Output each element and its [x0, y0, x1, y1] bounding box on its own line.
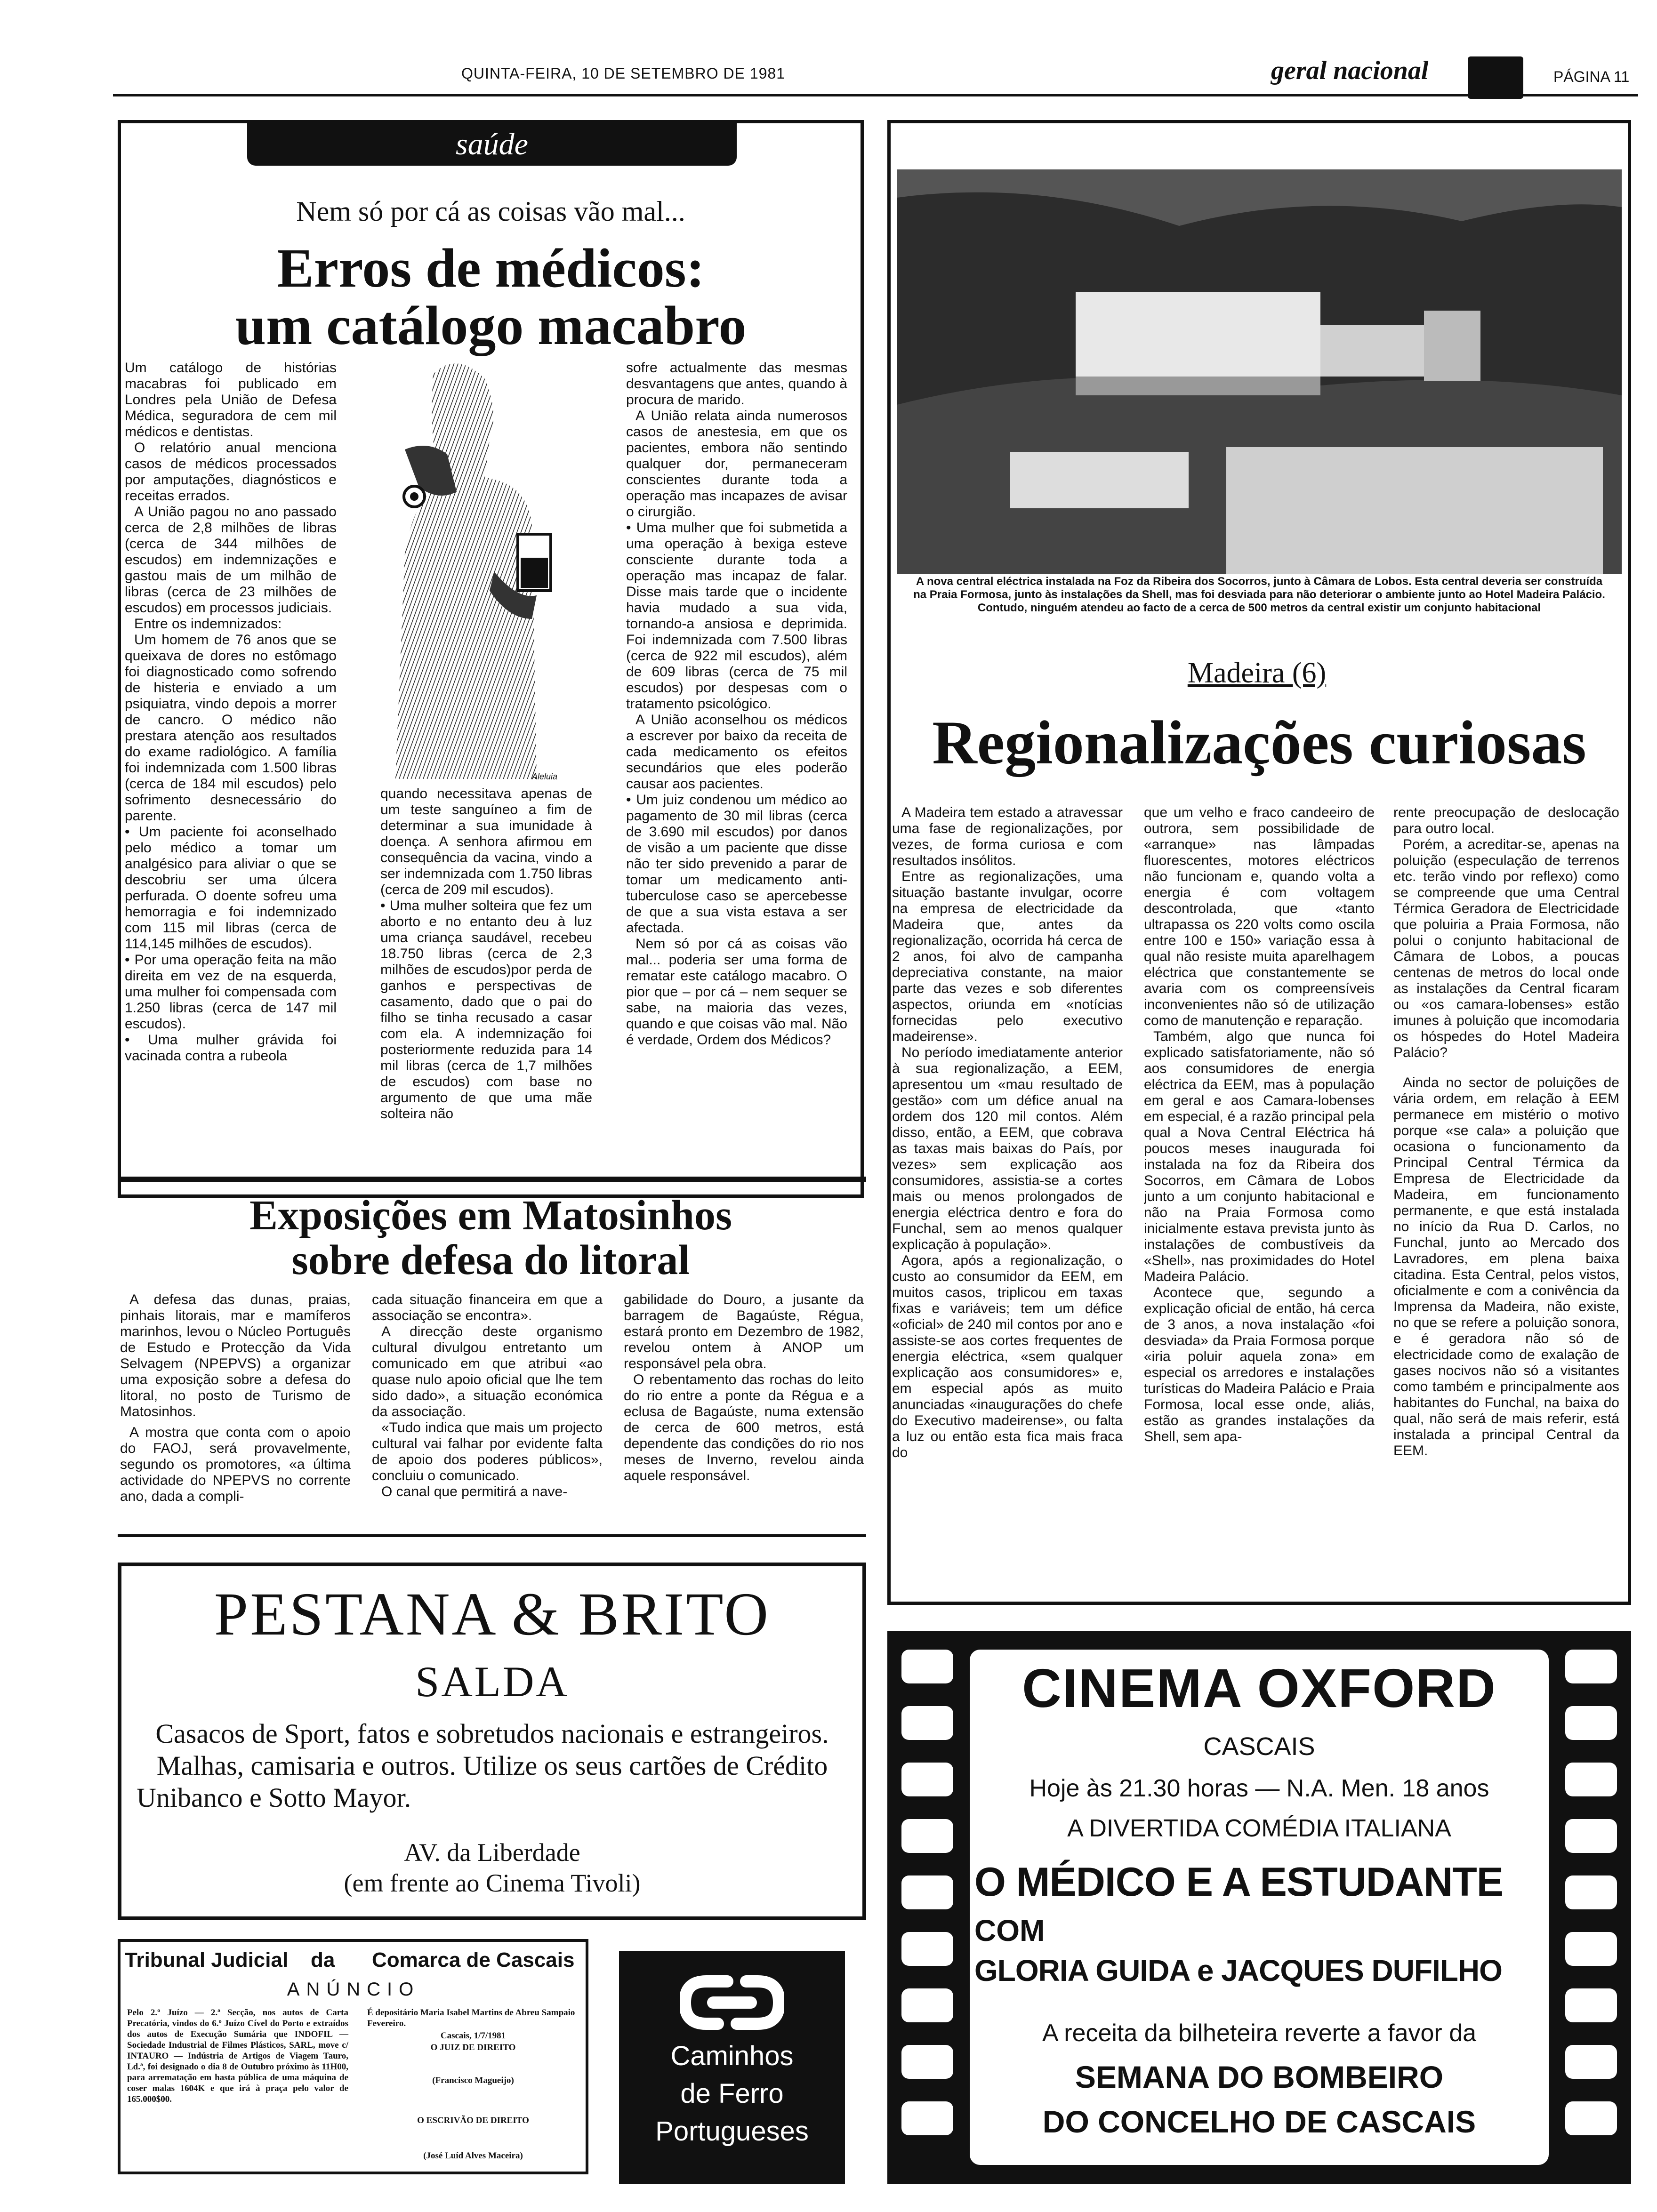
madeira-para: Ainda no sector de poluições de vária ordem, em relação à EEM permanece em mistério o motivo porque «se cala» a poluição que ocasiona o funcionamento da Principal Central Térmica da Empresa de Electricidade da Madeira, em funcionamento permanente, e que está instalada no início da Rua D. Carlos, no Funchal, junto ao Mercado dos Lavradores, em plena baixa citadina. Esta Central, pelos vistos, oficialmente e com a conivência da Imprensa da Madeira, não existe, no que se refere a poluição sonora, e é geradora não só de electricidade como de exalação de gases nocivos não só a visitantes como também e principalmente aos habitantes do Funchal, na baixa do qual, não será de mais referir, está instalada a principal Central da EEM. [1393, 1075, 1619, 1459]
saude-para: • Uma mulher grávida foi vacinada contra a rubeola [125, 1032, 337, 1064]
saude-title-2: um catálogo macabro [235, 295, 747, 356]
matosinhos-col-1 [120, 1292, 351, 1527]
sprocket-hole [1565, 1650, 1617, 1683]
pestana-name: PESTANA & BRITO [214, 1580, 771, 1648]
saude-para: • Um juiz condenou um médico ao pagamento de 30 mil libras (cerca de 3.690 mil escudos) por danos de visão a um paciente que disse não ter sido prevenido a parar de tomar um medicamento anti-tuberculose caso se apercebesse de que a sua vista estava a ser afectada. [626, 792, 847, 936]
matosinhos-para: cada situação financeira em que a associação se encontra». [372, 1292, 603, 1323]
madeira-para: Agora, após a regionalização, o custo ao consumidor da EEM, em muitos casos, triplicou em taxas fixas e variáveis; tem um défice «oficial» de 240 mil contos por ano e assiste-se aos cortes frequentes de energia eléctrica, «sem qualquer explicação aos consumidores» e, em especial após as muito anunciadas «inaugurações do chefe do Executivo madeirense», ou falta a luz ou então esta fica mais fraca do [892, 1253, 1123, 1460]
saude-para: Entre os indemnizados: [134, 616, 282, 632]
matosinhos-para: «Tudo indica que mais um projecto cultural vai falhar por evidente falta de apoio dos poderes públicos», concluiu o comunicado. [372, 1420, 603, 1483]
cinema-film: O MÉDICO E A ESTUDANTE [974, 1859, 1504, 1905]
sprocket-hole [1565, 1763, 1617, 1796]
saude-para: sofre actualmente das mesmas desvantagens que antes, quando à procura de marido. [626, 360, 847, 408]
madeira-photo-svg [897, 169, 1622, 574]
pestana-address-1: AV. da Liberdade [404, 1838, 580, 1867]
madeira-para: Porém, a acreditar-se, apenas na poluição (especulação de terrenos etc. terão vindo por reflexo) como se compreende que uma Central Térmica Geradora de Electricidade que poluiria a Praia Formosa, não polui o conjunto habitacional de Câmara de Lobos, a poucas centenas de metros do local onde as instalações da Central ficaram ou «os camara-lobenses» estão imunes à poluição que incomodaria os hóspedes do Hotel Madeira Palácio? [1393, 837, 1619, 1060]
doctor-illustration [377, 355, 593, 779]
madeira-para: que um velho e fraco candeeiro de outrora, sem possibilidade de «arranque» nas lâmpadas fluorescentes, motores eléctricos não funcionam e, quando volta a energia é com voltagem descontrolada, que «tanto ultrapassa os 220 volts como oscila entre 100 e 150» variação essa à qual não resiste muita aparelhagem eléctrica que constantemente se avaria com os compreensíveis inconvenientes não só de utilização como de manutenção e reparação. [1144, 805, 1375, 1028]
sprocket-hole [901, 1875, 953, 1909]
cinema-cause-1: SEMANA DO BOMBEIRO [1075, 2060, 1444, 2094]
matosinhos-title-1: Exposições em Matosinhos [249, 1192, 732, 1239]
doctor-illustration-svg [377, 355, 593, 779]
saude-para: • Um paciente foi aconselhado pelo médico a tomar um analgésico para aliviar o que se descobriu ser uma úlcera perfurada. O doente sofreu uma hemorragia e foi indemnizado com 115 mil libras (cerca de 114,145 milhões de escudos). [125, 824, 337, 952]
header-rule [113, 94, 1638, 96]
tribunal-title-right: Comarca de Cascais [372, 1948, 575, 1972]
illustration-signature: Aleluia [532, 772, 558, 781]
cinema-time: Hoje às 21.30 horas — N.A. Men. 18 anos [1029, 1775, 1489, 1802]
cinema-com: COM [974, 1914, 1045, 1948]
madeira-para: Entre as regionalizações, uma situação bastante invulgar, ocorre na empresa de electricidade da Madeira que, antes da regionalização, ocorrida há cerca de 2 anos, foi alvo de campanha depreciativa constante, na maior parte das vezes e sob diferentes aspectos, oriunda em «notícias fornecidas pelo executivo madeirense». [892, 869, 1123, 1044]
madeira-para: Também, algo que nunca foi explicado satisfatoriamente, não só aos consumidores de energia eléctrica da EEM, mas à população em geral e aos Camara-lobenses em especial, é a razão principal pela qual a Nova Central Eléctrica há poucos meses inaugurada foi instalada na foz da Ribeira dos Socorros, em Câmara de Lobos junto a um conjunto habitacional e não na Praia Formosa como inicialmente estava prevista junto às instalações de combustíveis da «Shell», nas proximidades do Hotel Madeira Palácio. [1144, 1029, 1375, 1284]
cp-line-2: de Ferro [680, 2078, 784, 2109]
pestana-line-2: Malhas, camisaria e outros. Utilize os seus cartões de Crédito [156, 1750, 828, 1781]
sprocket-hole [901, 2101, 953, 2135]
pestana-salda: SALDA [415, 1658, 569, 1706]
madeira-para: rente preocupação de deslocação para outro local. [1393, 805, 1619, 836]
madeira-col-2 [1144, 805, 1375, 1595]
tribunal-body-right-2: Cascais, 1/7/1981 [440, 2031, 506, 2041]
cp-line-3: Portugueses [655, 2116, 809, 2147]
sprocket-hole [901, 1706, 953, 1740]
saude-para: A União relata ainda numerosos casos de anestesia, em que os pacientes, embora não sentindo qualquer dor, permaneceram conscientes durante toda a operação mas incapazes de avisar o cirurgião. [626, 408, 847, 520]
saude-col-3 [626, 360, 847, 1160]
saude-col-1 [125, 360, 337, 1160]
saude-para: A União pagou no ano passado cerca de 2,8 milhões de libras (cerca de 344 milhões de escudos) em indemnizações e gastou mais de um milhão de libras (cerca de 23 milhões de escudos) em processos judiciais. [125, 504, 337, 616]
matosinhos-bottom-rule [118, 1534, 866, 1537]
saude-para: quando necessitava apenas de um teste sanguíneo a fim de determinar a sua imunidade à doença. A senhora afirmou em consequência da vacina, vindo a ser indemnizada com 1.750 libras (cerca de 209 mil escudos). [380, 786, 592, 898]
matosinhos-para: A direcção deste organismo cultural divulgou entretanto um comunicado em que atribui «ao quase nulo apoio oficial que lhe tem sido dado», a situação económica da associação. [372, 1324, 603, 1419]
matosinhos-col-2 [372, 1292, 603, 1527]
saude-para: • Uma mulher solteira que fez um aborto e no entanto deu à luz uma criança saudável, recebeu 18.750 libras (cerca de 2,3 milhões de escudos)por perda de ganhos e perspectivas de casamento, dado que o pai do filho se tinha recusado a casar com ela. A indemnização foi posteriormente reduzida para 14 mil libras (cerca de 1,7 milhões de escudos) com base no argumento de que uma mãe solteira não [380, 898, 592, 1122]
madeira-kicker: Madeira (6) [1187, 657, 1327, 689]
saude-para: A União aconselhou os médicos a escrever por baixo da receita de cada medicamento os efeitos secundários que eles poderão causar aos pacientes. [626, 712, 847, 792]
madeira-para: No período imediatamente anterior à sua regionalização, a EEM, apresentou um «mau resultado de gestão» com um défice anual na ordem dos 120 mil contos. Além disso, então, a EEM, que cobrava as taxas mais baixas do País, por vezes» sem explicação aos consumidores, assistia-se a cortes mais ou menos prolongados de energia eléctrica dentro e fora do Funchal, sem ao menos qualquer explicação à população». [892, 1045, 1123, 1252]
madeira-col-3 [1393, 805, 1619, 1595]
cinema-genre: A DIVERTIDA COMÉDIA ITALIANA [1067, 1815, 1451, 1842]
sprocket-hole [901, 1650, 953, 1683]
tribunal-title-da: da [311, 1948, 335, 1972]
madeira-photo [897, 169, 1622, 574]
saude-para: • Uma mulher que foi submetida a uma operação à bexiga esteve consciente durante toda a operação mas incapaz de falar. Disse mais tarde que o incidente havia mudado a sua vida, tornando-a ansiosa e deprimida. Foi indemnizada com 7.500 libras (cerca de 922 mil escudos), além de 609 libras (cerca de 75 mil escudos) por despesas com o tratamento psicológico. [626, 520, 847, 712]
tribunal-anuncio: ANÚNCIO [287, 1979, 420, 2000]
sprocket-hole [1565, 2045, 1617, 2079]
cinema-receita: A receita da bilheteira reverte a favor da [1042, 2020, 1477, 2047]
matosinhos-title-2: sobre defesa do litoral [291, 1237, 690, 1283]
saude-para: • Por uma operação feita na mão direita em vez de na esquerda, uma mulher foi compensada com 1.250 libras (cerca de 147 mil escudos). [125, 952, 337, 1032]
header-date: QUINTA-FEIRA, 10 DE SETEMBRO DE 1981 [461, 65, 786, 82]
madeira-col-1 [892, 805, 1123, 1595]
tribunal-body-right-4: (Francisco Magueijo) [432, 2076, 514, 2085]
header-section: geral nacional [1271, 56, 1429, 85]
sprocket-hole [901, 1819, 953, 1853]
tribunal-body-right-6: (José Luíd Alves Maceira) [423, 2151, 523, 2161]
saude-para: Um catálogo de histórias macabras foi publicado em Londres pela União de Defesa Médica, seguradora de cem mil médicos e dentistas. [125, 360, 337, 440]
saude-title-1: Erros de médicos: [277, 237, 705, 299]
cinema-cast: GLORIA GUIDA e JACQUES DUFILHO [974, 1954, 1502, 1988]
sprocket-hole [1565, 1932, 1617, 1966]
sprocket-hole [1565, 1819, 1617, 1853]
madeira-title: Regionalizações curiosas [932, 708, 1586, 777]
saude-para: Um homem de 76 anos que se queixava de dores no estômago foi diagnosticado como sofrendo de histeria e enviado a um psiquiatra, vindo depois a morrer de cancro. O médico não prestara atenção aos resultados do exame radiológico. A família foi indemnizada com 1.500 libras (cerca de 184 mil escudos) pelo sofrimento desnecessário do parente. [125, 632, 337, 824]
tribunal-body-right-3: O JUIZ DE DIREITO [430, 2043, 516, 2052]
pestana-line-1: Casacos de Sport, fatos e sobretudos nacionais e estrangeiros. [155, 1718, 829, 1749]
matosinhos-para: A mostra que conta com o apoio do FAOJ, será provavelmente, segundo os promotores, «a última actividade do NPEPVS no corrente ano, dada a compli- [120, 1425, 351, 1504]
sprocket-hole [901, 1932, 953, 1966]
sprocket-hole [1565, 2101, 1617, 2135]
madeira-photo-caption: A nova central eléctrica instalada na Foz da Ribeira dos Socorros, junto à Câmara de Lobos. Esta central deveria ser construída na Praia Formosa, junto às instalações da Shell, mas foi desviada para não deteriorar o ambiente junto ao Hotel Madeira Palácio. Contudo, ninguém atendeu ao facto de a cerca de 500 metros da central existir um conjunto habitacional [913, 575, 1605, 614]
section-logo-icon [1468, 56, 1523, 99]
sprocket-hole [901, 1988, 953, 2022]
matosinhos-para: A defesa das dunas, praias, pinhais litorais, mar e mamíferos marinhos, levou o Núcleo Português de Estudo e Protecção da Vida Selvagem (NPEPVS) a organizar uma exposição sobre a defesa do litoral, no posto de Turismo de Matosinhos. [120, 1292, 351, 1419]
matosinhos-para: O canal que permitirá a nave- [381, 1484, 568, 1499]
pestana-address-2: (em frente ao Cinema Tivoli) [344, 1869, 641, 1897]
tribunal-title-left: Tribunal Judicial [125, 1948, 289, 1972]
tribunal-body-left: Pelo 2.º Juízo — 2.ª Secção, nos autos de Carta Precatória, vindos do 6.º Juízo Cível do Porto e extraídos dos autos de Execução Sumária que INDOFIL — Sociedade Industrial de Filmes Plásticos, SARL, move c/ INTAURO — Indústria de Artigos de Viagem Tauro, Ld.ª, foi designado o dia 8 de Outubro próximo às 11H00, para arrematação em hasta pública de uma máquina de coser malas 1604K e que irá à praça pelo valor de 165.000$00. [127, 2008, 348, 2104]
saude-kicker: Nem só por cá as coisas vão mal... [296, 196, 685, 227]
cp-logo-icon [680, 1972, 784, 2033]
sprocket-hole [1565, 1988, 1617, 2022]
saude-tag-label: saúde [456, 127, 528, 161]
sprocket-hole [901, 2045, 953, 2079]
cinema-cause-2: DO CONCELHO DE CASCAIS [1042, 2104, 1476, 2139]
tribunal-body-right-1: É depositário Maria Isabel Martins de Abreu Sampaio Fevereiro. [367, 2008, 575, 2028]
cp-line-1: Caminhos [670, 2041, 794, 2071]
sprocket-hole [1565, 1875, 1617, 1909]
pestana-line-3: Unibanco e Sotto Mayor. [137, 1782, 411, 1813]
sprocket-hole [1565, 1706, 1617, 1740]
cinema-city: CASCAIS [1203, 1732, 1315, 1761]
saude-bottom-rule [118, 1177, 866, 1182]
matosinhos-para: gabilidade do Douro, a jusante da barragem de Bagaúste, Régua, estará pronto em Dezembro de 1982, revelou ontem à ANOP um responsável pela obra. [624, 1292, 864, 1371]
saude-para: Nem só por cá as coisas vão mal... poderia ser uma forma de rematar este catálogo macabro. O pior que – por cá – nem sequer se sabe, na maioria das vezes, quando e que coisas vão mal. Não é verdade, Ordem dos Médicos? [626, 936, 847, 1048]
madeira-para: Acontece que, segundo a explicação oficial de então, há cerca de 3 anos, a nova instalação «foi desviada» da Praia Formosa porque «iria poluir aquela zona» em especial os arredores e instalações turísticas do Madeira Palácio e Praia Formosa, local esse onde, aliás, estão as grandes instalações da Shell, sem apa- [1144, 1285, 1375, 1444]
madeira-para: A Madeira tem estado a atravessar uma fase de regionalizações, por vezes, de forma curiosa e com resultados insólitos. [892, 805, 1123, 868]
matosinhos-col-3 [624, 1292, 864, 1527]
sprocket-hole [901, 1763, 953, 1796]
cinema-name: CINEMA OXFORD [1022, 1658, 1496, 1719]
saude-tag [247, 123, 737, 166]
saude-para: O relatório anual menciona casos de médicos processados por amputações, diagnósticos e receitas errados. [125, 440, 337, 504]
header-page: PÁGINA 11 [1553, 68, 1630, 85]
saude-col-2 [380, 786, 592, 1162]
tribunal-body-right-5: O ESCRIVÃO DE DIREITO [417, 2116, 529, 2125]
matosinhos-para: O rebentamento das rochas do leito do rio entre a ponte da Régua e a eclusa de Bagaúste, numa extensão de cerca de 600 metros, está dependente das condições do rio nos meses de Inverno, revelou ainda aquele responsável. [624, 1372, 864, 1483]
cp-logo-svg [680, 1972, 784, 2033]
